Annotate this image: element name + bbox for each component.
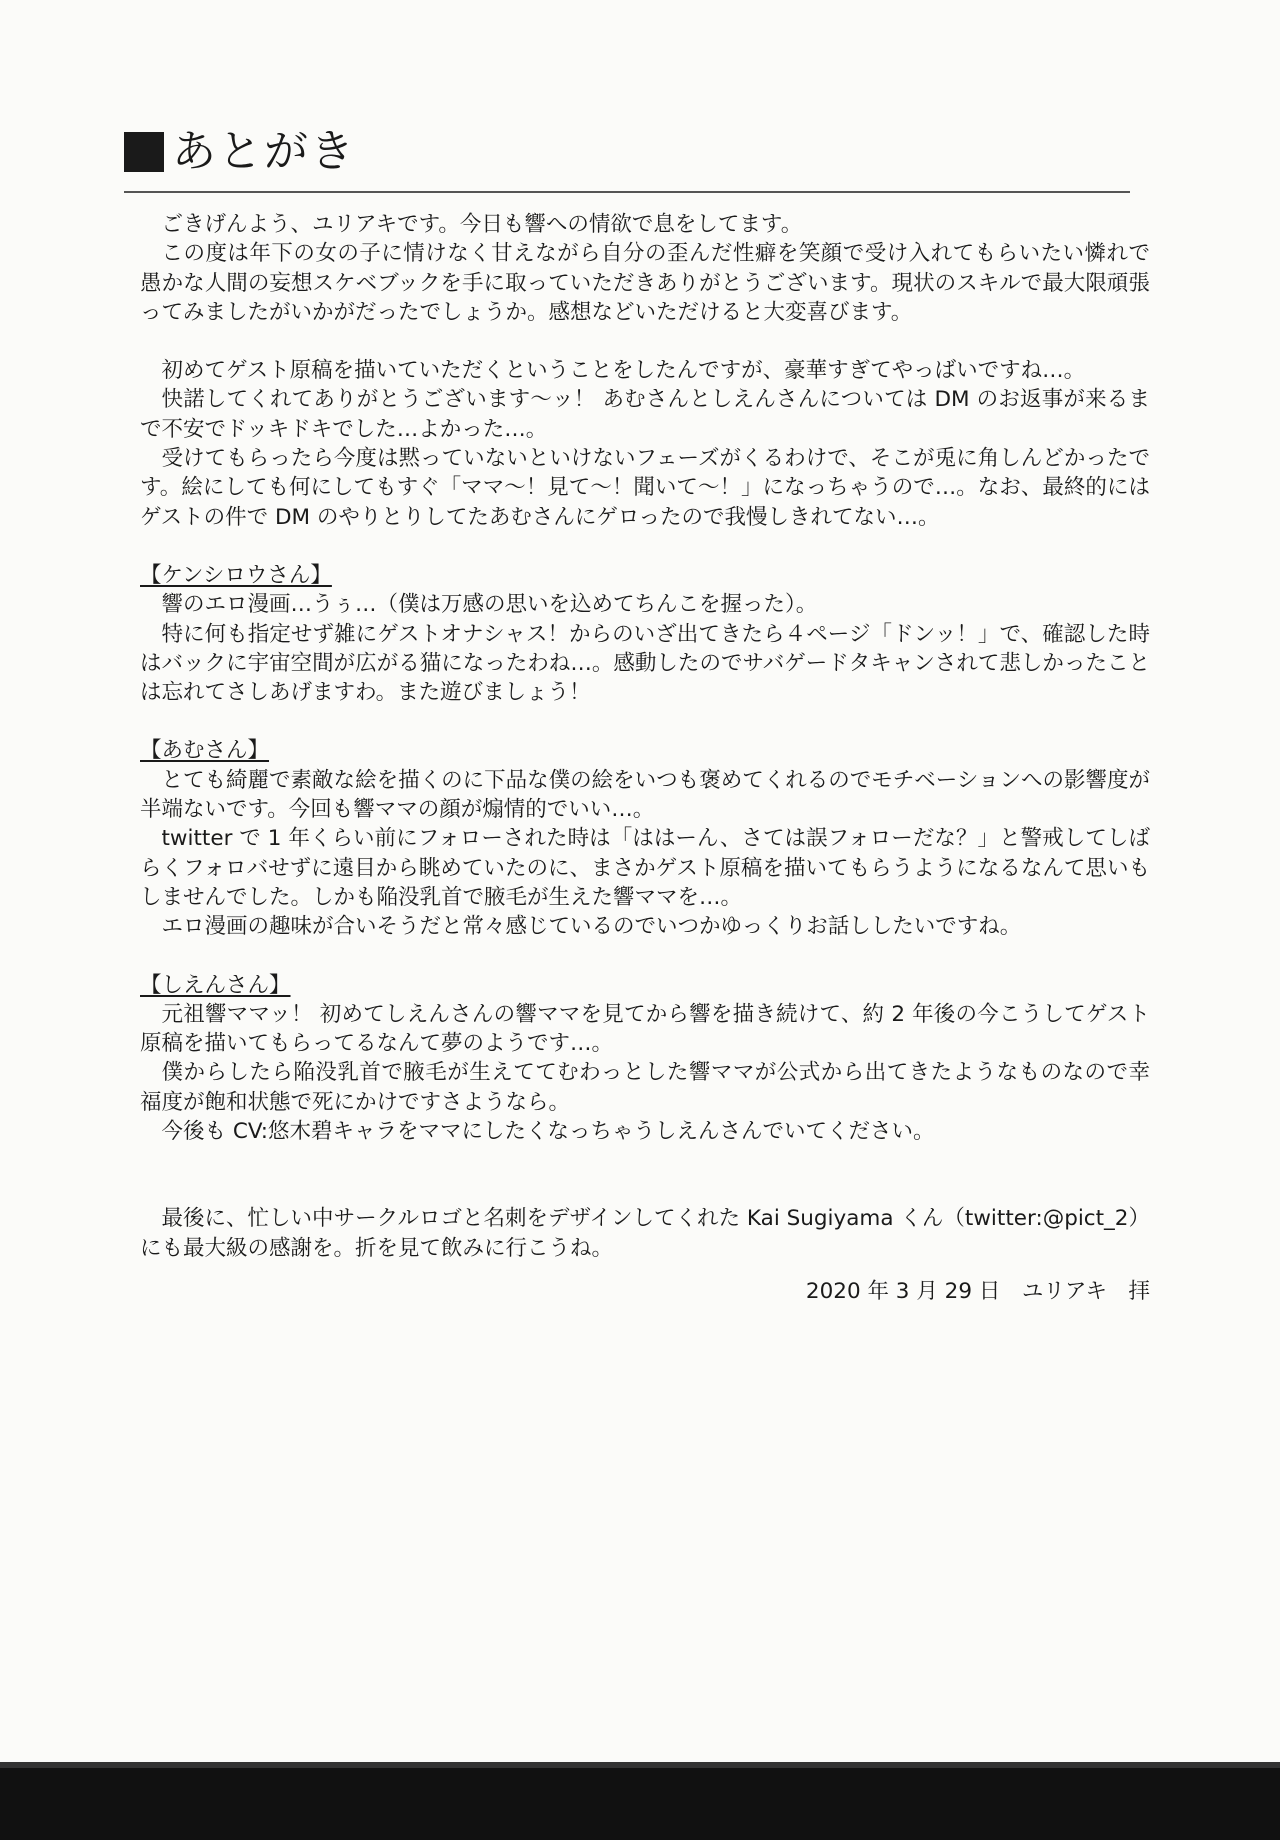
section-heading-shien: 【しえんさん】: [140, 972, 291, 998]
spacer: [140, 1146, 1150, 1175]
guest-intro-paragraph: 初めてゲスト原稿を描いていただくということをしたんですが、豪華すぎてやっばいですね…。: [161, 358, 1086, 384]
afterword-body: [140, 210, 1150, 1306]
title-text: あとがき: [172, 126, 356, 177]
spacer: [140, 532, 1150, 561]
spacer: [140, 327, 1150, 356]
section-paragraph: 今後も CV:悠木碧キャラをママにしたくなっちゃうしえんさんでいてください。: [161, 1119, 935, 1145]
section-paragraph: twitter で 1 年くらい前にフォローされた時は「ははーん、さては誤フォローだな？」と警戒してしばらくフォロバせずに遠目から眺めていたのに、まさかゲスト原稿を描いてもらうようになるなんて思いもしませんでした。しかも陥没乳首で腋毛が生えた響ママを…。: [140, 826, 1150, 910]
section-paragraph: 響のエロ漫画…うぅ…（僕は万感の思いを込めてちんこを握った）。: [161, 592, 818, 618]
guest-intro-paragraph: 受けてもらったら今度は黙っていないといけないフェーズがくるわけで、そこが兎に角しんどかったです。絵にしても何にしてもすぐ「ママ〜！見て〜！聞いて〜！」になっちゃうので…。なお、最終的にはゲストの件で DM のやりとりしてたあむさんにゲロったので我慢しきれてない…。: [140, 446, 1150, 530]
spacer: [140, 942, 1150, 971]
closing-paragraph: 最後に、忙しい中サークルロゴと名刺をデザインしてくれた Kai Sugiyama くん（twitter:@pict_2）にも最大級の感謝を。折を見て飲みに行こうね。: [140, 1206, 1150, 1261]
intro-paragraph: ごきげんよう、ユリアキです。今日も響への情欲で息をしてます。: [161, 212, 803, 237]
section-paragraph: 特に何も指定せず雑にゲストオナシャス！からのいざ出てきたら４ページ「ドンッ！」で、確認した時はバックに宇宙空間が広がる猫になったわね…。感動したのでサバゲードタキャンされて悲しかったことは忘れてさしあげますわ。また遊びましょう！: [140, 621, 1150, 706]
section-paragraph: 元祖響ママッ！ 初めてしえんさんの響ママを見てから響を描き続けて、約 2 年後の今こうしてゲスト原稿を描いてもらってるなんて夢のようです…。: [140, 1001, 1150, 1057]
bottom-black-band: [0, 1762, 1280, 1840]
page-title: [124, 126, 356, 177]
section-paragraph: とても綺麗で素敵な絵を描くのに下品な僕の絵をいつも褒めてくれるのでモチベーションへの影響度が半端ないです。今回も響ママの顔が煽情的でいい…。: [140, 767, 1150, 823]
intro-paragraph: この度は年下の女の子に情けなく甘えながら自分の歪んだ性癖を笑顔で受け入れてもらいたい憐れで愚かな人間の妄想スケベブックを手に取っていただきありがとうございます。現状のスキルで最大限頑張ってみましたがいかがだったでしょうか。感想などいただけると大変喜びます。: [140, 241, 1150, 325]
title-divider: [124, 191, 1130, 193]
section-heading-amu: 【あむさん】: [140, 738, 270, 764]
spacer: [140, 1175, 1150, 1204]
signature-date: 2020 年 3 月 29 日 ユリアキ 拝: [805, 1278, 1150, 1304]
guest-intro-paragraph: 快諾してくれてありがとうございます〜ッ！ あむさんとしえんさんについては DM のお返事が来るまで不安でドッキドキでした…よかった…。: [140, 387, 1150, 442]
section-heading-kenshirou: 【ケンシロウさん】: [140, 562, 332, 588]
spacer: [140, 707, 1150, 736]
bottom-band-edge: [0, 1762, 1280, 1768]
section-paragraph: エロ漫画の趣味が合いそうだと常々感じているのでいつかゆっくりお話ししたいですね。: [161, 914, 1022, 940]
section-paragraph: 僕からしたら陥没乳首で腋毛が生えててむわっとした響ママが公式から出てきたようなものなので幸福度が飽和状態で死にかけですさようなら。: [140, 1060, 1150, 1115]
title-square-icon: [124, 132, 164, 172]
